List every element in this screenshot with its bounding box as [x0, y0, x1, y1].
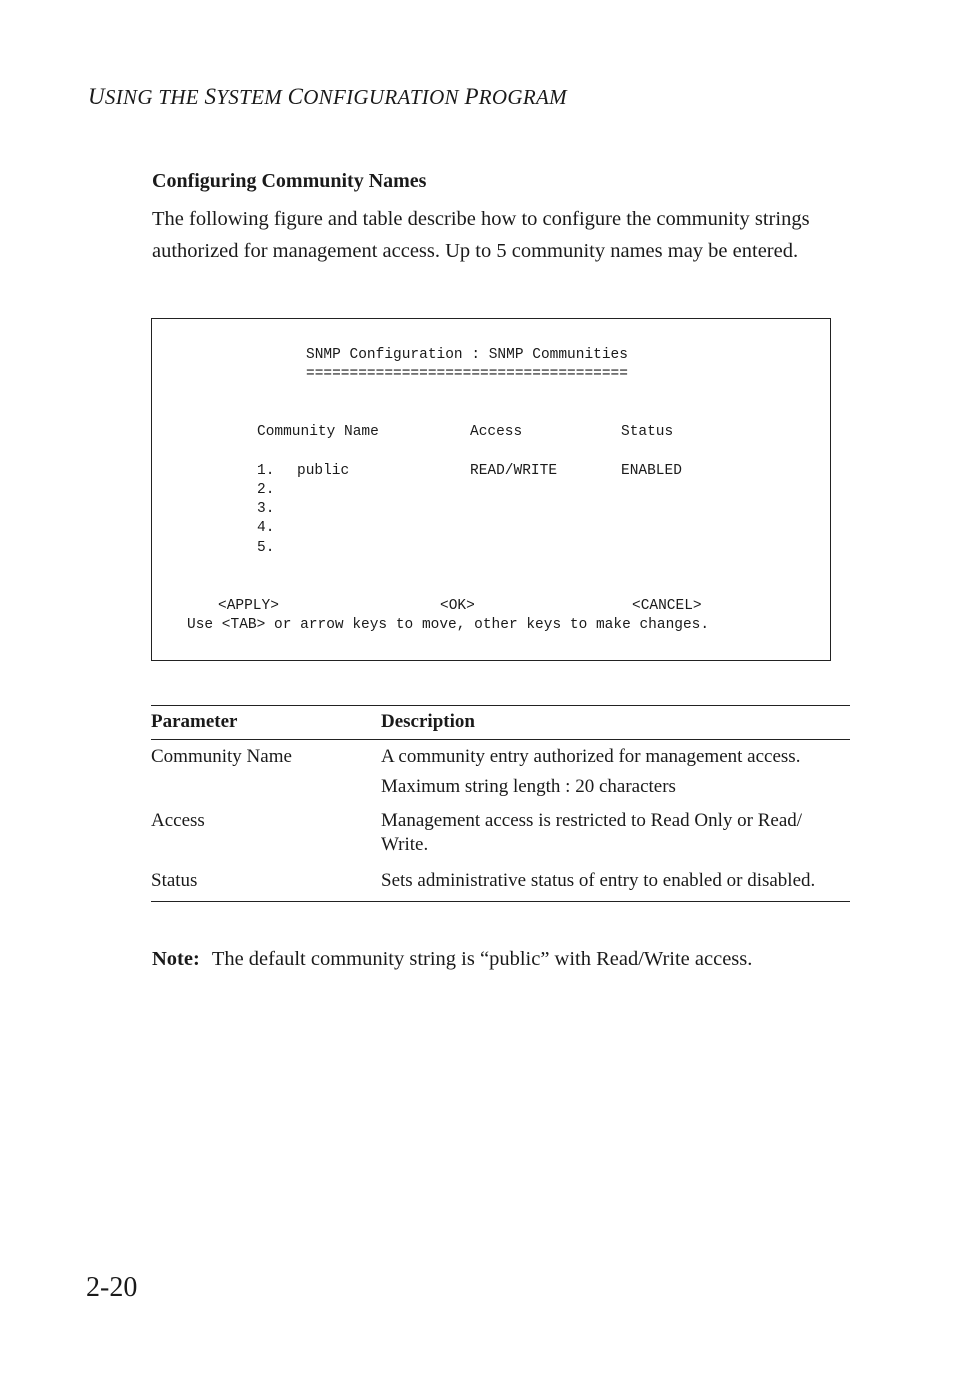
parameter-cell: Community Name — [151, 746, 292, 767]
description-cell: Sets administrative status of entry to enabled or disabled. — [381, 865, 850, 902]
cancel-button[interactable]: <CANCEL> — [632, 598, 702, 614]
parameter-cell: Status — [151, 865, 381, 902]
table-row — [151, 740, 850, 776]
row-number: 5. — [257, 540, 275, 556]
column-header-access: Access — [470, 424, 523, 440]
column-header-community-name: Community Name — [257, 424, 379, 440]
running-head: USING THE SYSTEM CONFIGURATION PROGRAM — [88, 84, 567, 109]
row-number: 2. — [257, 482, 275, 498]
community-name-field[interactable]: public — [297, 463, 350, 479]
description-cell: Maximum string length : 20 characters — [381, 776, 676, 797]
table-row — [151, 775, 850, 805]
description-cell: Management access is restricted to Read Only or Read/ Write. — [381, 810, 803, 855]
header-description: Description — [381, 706, 850, 740]
row-number: 4. — [257, 520, 275, 536]
parameter-table — [151, 705, 850, 902]
intro-paragraph: The following figure and table describe how to configure the community strings authorized for management access. Up to 5 community names may be entered. — [152, 208, 810, 262]
terminal-title-underline: ===================================== — [306, 366, 628, 382]
description-cell: A community entry authorized for management access. — [381, 746, 801, 767]
table-row — [151, 805, 850, 865]
note-label: Note: — [152, 948, 200, 970]
ok-button[interactable]: <OK> — [440, 598, 475, 614]
terminal-title: SNMP Configuration : SNMP Communities — [306, 347, 628, 363]
header-parameter: Parameter — [151, 706, 381, 740]
row-number: 1. — [257, 463, 275, 479]
parameter-cell: Access — [151, 810, 205, 831]
status-field[interactable]: ENABLED — [621, 463, 682, 479]
note — [152, 948, 752, 971]
section-title: Configuring Community Names — [152, 170, 427, 192]
row-number: 3. — [257, 501, 275, 517]
navigation-hint: Use <TAB> or arrow keys to move, other keys to make changes. — [187, 617, 710, 633]
terminal-screen — [151, 318, 831, 661]
apply-button[interactable]: <APPLY> — [218, 598, 279, 614]
page-number: 2-20 — [86, 1272, 138, 1303]
column-header-status: Status — [621, 424, 674, 440]
note-text: The default community string is “public” with Read/Write access. — [211, 948, 753, 970]
access-field[interactable]: READ/WRITE — [470, 463, 558, 479]
table-row — [151, 865, 850, 902]
parameter-cell — [151, 775, 381, 805]
table-header-row — [151, 706, 850, 740]
